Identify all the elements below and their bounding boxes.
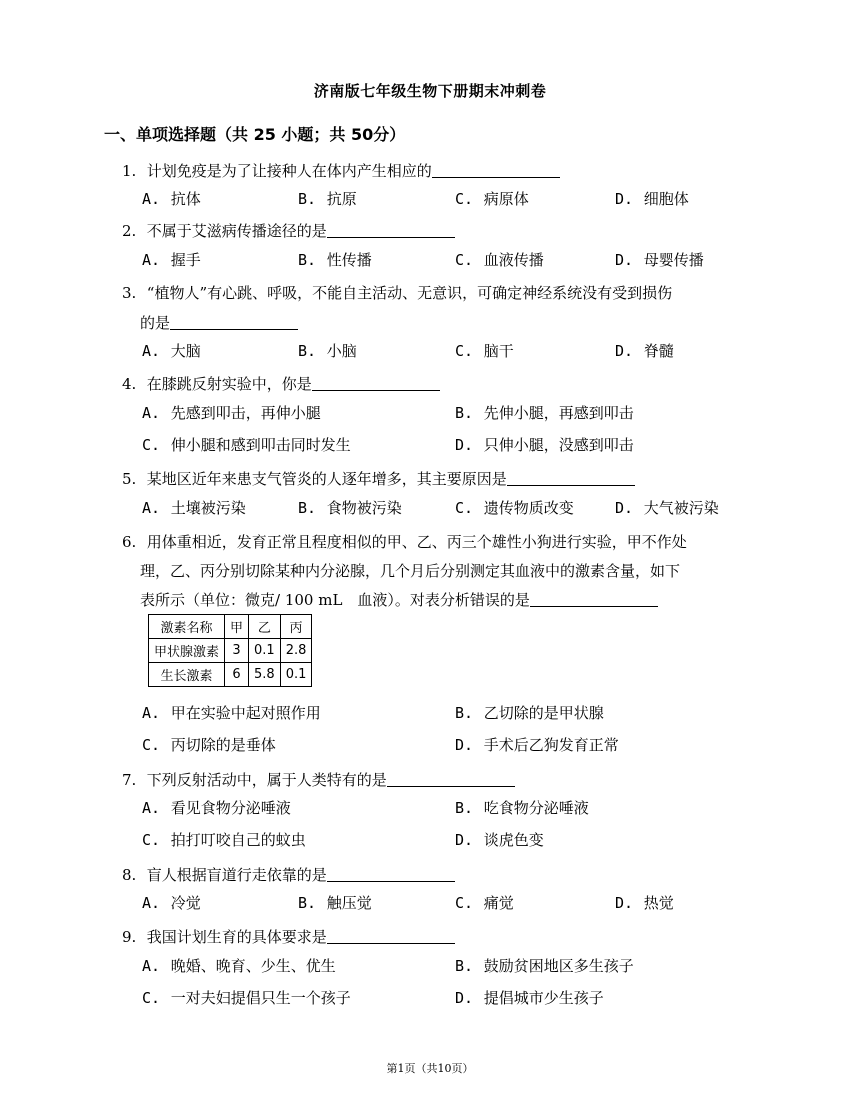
question-number: 1.	[122, 162, 137, 180]
answer-blank	[170, 311, 298, 330]
option-c: C. 遗传物质改变	[455, 499, 574, 517]
option-b: B. 吃食物分泌唾液	[455, 799, 589, 817]
question-text: 我国计划生育的具体要求是	[146, 928, 327, 946]
question-4	[122, 369, 440, 399]
option-a: A. 大脑	[142, 342, 201, 360]
option-c: C. 脑干	[455, 342, 514, 360]
table-cell: 甲	[225, 615, 249, 639]
option-d: D. 只伸小腿，没感到叩击	[455, 436, 634, 454]
table-cell: 0.1	[249, 639, 281, 663]
option-d: D. 母婴传播	[615, 251, 704, 269]
option-c: C. 丙切除的是垂体	[142, 736, 276, 754]
table-cell: 丙	[280, 615, 312, 639]
option-b: B. 先伸小腿，再感到叩击	[455, 404, 634, 422]
question-number: 9.	[122, 928, 137, 946]
hormone-table	[148, 614, 312, 687]
question-3	[122, 278, 672, 308]
question-9	[122, 922, 455, 952]
option-a: A. 晚婚、晚育、少生、优生	[142, 957, 336, 975]
table-cell: 6	[225, 663, 249, 687]
question-2	[122, 216, 455, 246]
question-text: 下列反射活动中，属于人类特有的是	[146, 771, 387, 789]
option-b: B. 鼓励贫困地区多生孩子	[455, 957, 634, 975]
answer-blank	[387, 768, 515, 787]
option-c: C. 痛觉	[455, 894, 514, 912]
option-c: C. 一对夫妇提倡只生一个孩子	[142, 989, 351, 1007]
table-row	[149, 615, 312, 639]
answer-blank	[432, 159, 560, 178]
option-d: D. 大气被污染	[615, 499, 719, 517]
question-6-line-2: 理，乙、丙分别切除某种内分泌腺，几个月后分别测定其血液中的激素含量，如下	[140, 562, 681, 580]
option-a: A. 抗体	[142, 190, 201, 208]
option-c: C. 拍打叮咬自己的蚊虫	[142, 831, 306, 849]
question-text: 用体重相近，发育正常且程度相似的甲、乙、丙三个雄性小狗进行实验，甲不作处	[146, 533, 687, 551]
option-a: A. 土壤被污染	[142, 499, 246, 517]
option-a: A. 甲在实验中起对照作用	[142, 704, 321, 722]
option-a: A. 握手	[142, 251, 201, 269]
table-cell: 生长激素	[149, 663, 225, 687]
option-d: D. 热觉	[615, 894, 674, 912]
table-cell: 3	[225, 639, 249, 663]
question-number: 5.	[122, 470, 137, 488]
question-number: 3.	[122, 284, 137, 302]
option-b: B. 触压觉	[298, 894, 372, 912]
question-5	[122, 464, 635, 494]
table-cell: 0.1	[280, 663, 312, 687]
question-text: 计划免疫是为了让接种人在体内产生相应的	[146, 162, 432, 180]
option-b: B. 食物被污染	[298, 499, 402, 517]
option-b: B. 抗原	[298, 190, 357, 208]
option-d: D. 谈虎色变	[455, 831, 544, 849]
option-c: C. 血液传播	[455, 251, 544, 269]
question-number: 4.	[122, 375, 137, 393]
option-b: B. 乙切除的是甲状腺	[455, 704, 604, 722]
question-1	[122, 156, 560, 186]
table-row	[149, 663, 312, 687]
question-8	[122, 860, 455, 890]
page-footer: 第1页（共10页）	[386, 1062, 474, 1075]
question-number: 8.	[122, 866, 137, 884]
table-row	[149, 639, 312, 663]
answer-blank	[327, 863, 455, 882]
option-d: D. 脊髓	[615, 342, 674, 360]
page-title: 济南版七年级生物下册期末冲刺卷	[313, 82, 547, 100]
answer-blank	[530, 588, 658, 607]
option-d: D. 手术后乙狗发育正常	[455, 736, 619, 754]
table-cell: 激素名称	[149, 615, 225, 639]
question-number: 6.	[122, 533, 137, 551]
option-a: A. 先感到叩击，再伸小腿	[142, 404, 321, 422]
option-d: D. 提倡城市少生孩子	[455, 989, 604, 1007]
answer-blank	[507, 467, 635, 486]
option-c: C. 伸小腿和感到叩击同时发生	[142, 436, 351, 454]
question-text: 不属于艾滋病传播途径的是	[146, 222, 327, 240]
option-a: A. 看见食物分泌唾液	[142, 799, 291, 817]
question-number: 2.	[122, 222, 137, 240]
question-text: “植物人”有心跳、呼吸，不能自主活动、无意识，可确定神经系统没有受到损伤	[146, 284, 673, 302]
table-cell: 乙	[249, 615, 281, 639]
option-a: A. 冷觉	[142, 894, 201, 912]
question-text: 在膝跳反射实验中，你是	[146, 375, 312, 393]
table-cell: 2.8	[280, 639, 312, 663]
question-text: 盲人根据盲道行走依靠的是	[146, 866, 327, 884]
option-b: B. 性传播	[298, 251, 372, 269]
answer-blank	[327, 925, 455, 944]
table-cell: 5.8	[249, 663, 281, 687]
question-text: 某地区近年来患支气管炎的人逐年增多，其主要原因是	[146, 470, 507, 488]
question-6	[122, 527, 687, 557]
question-6-line-3: 表所示（单位：微克/ 100 mL 血液）。对表分析错误的是	[140, 585, 658, 615]
question-7	[122, 765, 515, 795]
option-c: C. 病原体	[455, 190, 529, 208]
section-heading: 一、单项选择题（共 25 小题；共 50分）	[104, 125, 406, 144]
option-b: B. 小脑	[298, 342, 357, 360]
question-3-continued: 的是	[140, 308, 298, 338]
table-cell: 甲状腺激素	[149, 639, 225, 663]
answer-blank	[312, 372, 440, 391]
question-number: 7.	[122, 771, 137, 789]
answer-blank	[327, 219, 455, 238]
option-d: D. 细胞体	[615, 190, 689, 208]
